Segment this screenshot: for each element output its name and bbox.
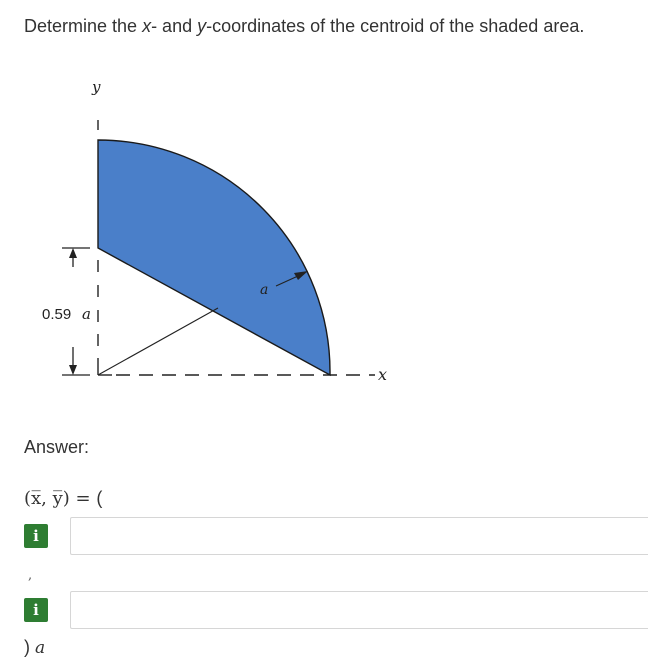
shaded-area (98, 140, 330, 375)
question-prefix: Determine the (24, 16, 143, 36)
answer-unit: a (35, 638, 46, 658)
open-paren: ( (96, 488, 103, 508)
radius-line (98, 308, 218, 375)
question-var-x: x (142, 16, 152, 36)
close-paren: ) (24, 637, 30, 657)
centroid-figure (0, 70, 420, 390)
question-text (24, 16, 584, 37)
question-middle: - and (151, 16, 198, 36)
info-icon[interactable]: i (24, 524, 48, 548)
x-coordinate-input[interactable] (70, 517, 648, 555)
info-icon[interactable]: i (24, 598, 48, 622)
radius-label: a (260, 282, 269, 298)
answer-suffix (24, 637, 45, 658)
dimension-arrow-down (69, 365, 77, 375)
x-coordinate-row (24, 517, 648, 555)
coords-expression: (x̅, y̅) = (24, 488, 97, 509)
y-coordinate-row (24, 591, 648, 629)
dimension-arrow-up (69, 248, 77, 258)
dimension-value: 0.59 (42, 306, 72, 323)
question-suffix: -coordinates of the centroid of the shaded area. (206, 16, 585, 36)
x-axis-label: x (378, 365, 388, 384)
y-axis-label: y (92, 78, 101, 96)
answer-label: Answer: (24, 437, 90, 457)
centroid-expression (24, 488, 102, 509)
coordinate-separator: , (28, 568, 33, 583)
question-var-y: y (197, 16, 207, 36)
dimension-unit: a (82, 305, 91, 323)
y-coordinate-input[interactable] (70, 591, 648, 629)
